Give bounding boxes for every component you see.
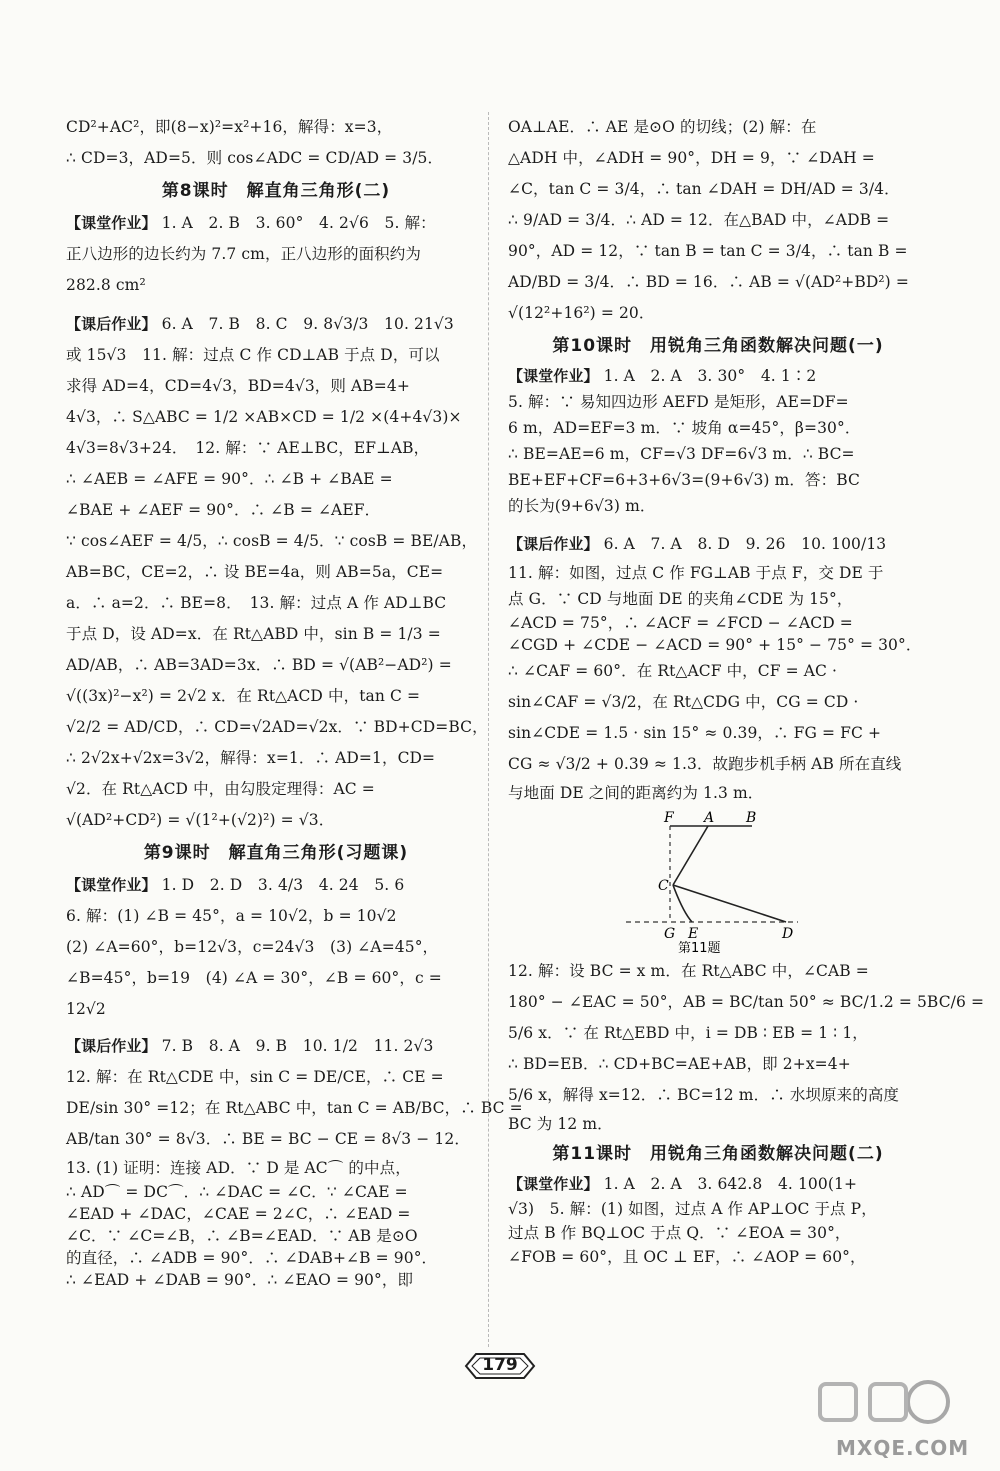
section-tag: 【课堂作业】 xyxy=(508,1175,599,1193)
lesson-heading-8: 第8课时 解直角三角形(二) xyxy=(161,181,391,201)
text-line: sin∠CAF = √3/2，在 Rt△CDG 中，CG = CD · xyxy=(508,693,859,711)
text-line xyxy=(66,208,486,239)
text-line xyxy=(66,309,486,340)
segment-ac xyxy=(673,826,708,885)
text-line: CD²+AC²，即(8−x)²=x²+16，解得：x=3， xyxy=(66,118,393,136)
label-a: A xyxy=(704,810,715,826)
text-line: √3) 5. 解：(1) 如图，过点 A 作 AP⊥OC 于点 P， xyxy=(508,1200,877,1218)
section-tag: 【课堂作业】 xyxy=(66,876,157,894)
text-line: 4√3=8√3+24． 12. 解：∵ AE⊥BC，EF⊥AB， xyxy=(66,439,430,457)
text-line: ∠BAE + ∠AEF = 90°．∴ ∠B = ∠AEF． xyxy=(66,501,381,519)
text-line: 13. (1) 证明：连接 AD．∵ D 是 AC⌒ 的中点， xyxy=(66,1159,411,1177)
answer-block-r2 xyxy=(508,363,928,519)
text-line xyxy=(508,1171,928,1197)
text-line: ∠FOB = 60°，且 OC ⊥ EF，∴ ∠AOP = 60°， xyxy=(508,1248,866,1266)
label-g: G xyxy=(664,926,676,942)
right-column xyxy=(508,112,985,1269)
text-run: 1. D 2. D 3. 4/3 4. 24 5. 6 xyxy=(156,876,405,894)
text-line: ∠C．∵ ∠C=∠B，∴ ∠B=∠EAD．∵ AB 是⊙O xyxy=(66,1227,418,1245)
answer-block-l4 xyxy=(66,870,486,1025)
text-line: ∴ BE=AE=6 m，CF=√3 DF=6√3 m．∴ BC= xyxy=(508,445,855,463)
section-tag: 【课后作业】 xyxy=(508,535,599,553)
text-line: √(12²+16²) = 20． xyxy=(508,304,655,322)
watermark-text: MXQE.COM xyxy=(836,1436,970,1460)
text-line: sin∠CDE = 1.5 · sin 15° ≈ 0.39，∴ FG = FC + xyxy=(508,724,882,742)
section-tag: 【课堂作业】 xyxy=(508,367,599,385)
text-line: △ADH 中，∠ADH = 90°，DH = 9，∵ ∠DAH = xyxy=(508,149,875,167)
answer-block-r1 xyxy=(508,112,928,329)
text-run: 1. A 2. A 3. 30° 4. 1∶2 xyxy=(598,367,817,385)
text-line: 求得 AD=4，CD=4√3，BD=4√3，则 AB=4+ xyxy=(66,377,410,395)
answer-block-l3 xyxy=(66,309,486,836)
label-e: E xyxy=(688,926,699,942)
answer-block-l5 xyxy=(66,1031,523,1291)
text-line: AD/BD = 3/4．∴ BD = 16．∴ AB = √(AD²+BD²) = xyxy=(508,273,909,291)
text-line: ∠EAD + ∠DAC，∠CAE = 2∠C，∴ ∠EAD = xyxy=(66,1205,411,1223)
text-line: ∴ ∠EAD + ∠DAB = 90°．∴ ∠EAO = 90°，即 xyxy=(66,1271,414,1289)
text-line: a．∴ a=2．∴ BE=8． 13. 解：过点 A 作 AD⊥BC xyxy=(66,594,447,612)
text-line: AB=BC，CE=2，∴ 设 BE=4a，则 AB=5a，CE= xyxy=(66,563,444,581)
text-line xyxy=(66,1031,486,1062)
lesson-heading-10: 第10课时 用锐角三角函数解决问题(一) xyxy=(552,336,884,356)
text-run: 7. B 8. A 9. B 10. 1/2 11. 2√3 xyxy=(156,1037,434,1055)
text-line: 点 G．∵ CD 与地面 DE 的夹角∠CDE 为 15°， xyxy=(508,590,853,608)
lesson-heading-11: 第11课时 用锐角三角函数解决问题(二) xyxy=(552,1144,884,1164)
answer-block-r5 xyxy=(508,1171,928,1269)
figure-11 xyxy=(508,810,928,956)
text-run: 6. A 7. B 8. C 9. 8√3/3 10. 21√3 xyxy=(156,315,454,333)
text-run: 6. A 7. A 8. D 9. 26 10. 100/13 xyxy=(598,535,887,553)
text-line: ∠B=45°，b=19 (4) ∠A = 30°，∠B = 60°，c = xyxy=(66,969,442,987)
text-line: 282.8 cm² xyxy=(66,276,146,294)
text-line: CG ≈ √3/2 + 0.39 ≈ 1.3．故跑步机手柄 AB 所在直线 xyxy=(508,755,902,773)
text-line: 正八边形的边长约为 7.7 cm，正八边形的面积约为 xyxy=(66,245,421,263)
text-line: 4√3，∴ S△ABC = 1/2 ×AB×CD = 1/2 ×(4+4√3)× xyxy=(66,408,462,426)
text-line: ∴ AD⌒ = DC⌒．∴ ∠DAC = ∠C．∵ ∠CAE = xyxy=(66,1183,408,1201)
text-line: 5. 解：∵ 易知四边形 AEFD 是矩形，AE=DF= xyxy=(508,393,849,411)
text-line: AD/AB，∴ AB=3AD=3x．∴ BD = √(AB²−AD²) = xyxy=(66,656,452,674)
text-line: ∴ 9/AD = 3/4．∴ AD = 12．在△BAD 中，∠ADB = xyxy=(508,211,890,229)
text-line: ∴ ∠CAF = 60°．在 Rt△ACF 中，CF = AC · xyxy=(508,662,838,680)
text-line: ∴ 2√2x+√2x=3√2，解得：x=1．∴ AD=1，CD= xyxy=(66,749,436,767)
text-line: 5/6 x，解得 x=12．∴ BC=12 m．∴ 水坝原来的高度 xyxy=(508,1086,900,1104)
figure-caption: 第11题 xyxy=(678,941,721,956)
text-line: 于点 D，设 AD=x．在 Rt△ABD 中，sin B = 1/3 = xyxy=(66,625,441,643)
text-line: AB/tan 30° = 8√3．∴ BE = BC − CE = 8√3 − 12． xyxy=(66,1130,470,1148)
text-line: 过点 B 作 BQ⊥OC 于点 Q．∵ ∠EOA = 30°， xyxy=(508,1224,851,1242)
text-line: √((3x)²−x²) = 2√2 x．在 Rt△ACD 中，tan C = xyxy=(66,687,421,705)
text-line: ∠CGD + ∠CDE − ∠ACD = 90° + 15° − 75° = 30°． xyxy=(508,636,922,654)
text-line: 12. 解：在 Rt△CDE 中，sin C = DE/CE，∴ CE = xyxy=(66,1068,444,1086)
text-line: BE+EF+CF=6+3+6√3=(9+6√3) m．答：BC xyxy=(508,471,860,489)
page-number: 179 xyxy=(482,1355,518,1375)
section-tag: 【课后作业】 xyxy=(66,315,157,333)
text-line: 12. 解：设 BC = x m．在 Rt△ABC 中，∠CAB = xyxy=(508,962,869,980)
text-line: √2/2 = AD/CD，∴ CD=√2AD=√2x．∵ BD+CD=BC， xyxy=(66,718,488,736)
text-line: 的直径，∴ ∠ADB = 90°．∴ ∠DAB+∠B = 90°． xyxy=(66,1249,438,1267)
text-line: 6 m，AD=EF=3 m．∵ 坡角 α=45°，β=30°． xyxy=(508,419,861,437)
label-f: F xyxy=(664,810,674,826)
answer-block-r3 xyxy=(508,529,928,806)
text-line: ∠C，tan C = 3/4，∴ tan ∠DAH = DH/AD = 3/4． xyxy=(508,180,900,198)
text-line: 11. 解：如图，过点 C 作 FG⊥AB 于点 F，交 DE 于 xyxy=(508,564,884,582)
text-line xyxy=(508,363,928,389)
text-line: 5/6 x．∵ 在 Rt△EBD 中，i = DB ∶ EB = 1 ∶ 1， xyxy=(508,1024,868,1042)
label-c: C xyxy=(658,878,669,894)
text-line: 180° − ∠EAC = 50°，AB = BC/tan 50° ≈ BC/1.2 = 5BC/6 = xyxy=(508,993,985,1011)
text-line: 与地面 DE 之间的距离约为 1.3 m． xyxy=(508,784,764,802)
answer-block-r4 xyxy=(508,956,985,1137)
section-tag: 【课堂作业】 xyxy=(66,214,157,232)
text-run: 1. A 2. B 3. 60° 4. 2√6 5. 解： xyxy=(156,214,436,232)
text-line: BC 为 12 m． xyxy=(508,1115,613,1133)
text-line: ∴ BD=EB．∴ CD+BC=AE+AB，即 2+x=4+ xyxy=(508,1055,851,1073)
text-line: 或 15√3 11. 解：过点 C 作 CD⊥AB 于点 D，可以 xyxy=(66,346,440,364)
text-line: 12√2 xyxy=(66,1000,106,1018)
text-line: 90°，AD = 12，∵ tan B = tan C = 3/4，∴ tan B = xyxy=(508,242,908,260)
text-line: (2) ∠A=60°，b=12√3，c=24√3 (3) ∠A=45°， xyxy=(66,938,439,956)
text-line: √2．在 Rt△ACD 中，由勾股定理得：AC = xyxy=(66,780,375,798)
text-line xyxy=(508,529,928,560)
text-run: 1. A 2. A 3. 642.8 4. 100(1+ xyxy=(598,1175,858,1193)
column-divider xyxy=(488,112,489,1347)
label-b: B xyxy=(746,810,757,826)
text-line: 的长为(9+6√3) m． xyxy=(508,497,656,515)
text-line: ∠ACD = 75°，∴ ∠ACF = ∠FCD − ∠ACD = xyxy=(508,614,853,632)
text-line xyxy=(66,870,486,901)
left-column xyxy=(66,112,523,1291)
section-tag: 【课后作业】 xyxy=(66,1037,157,1055)
answer-block-l2 xyxy=(66,208,486,301)
lesson-heading-9: 第9课时 解直角三角形(习题课) xyxy=(143,843,409,863)
text-line: DE/sin 30° =12；在 Rt△ABC 中，tan C = AB/BC，∴ BC = xyxy=(66,1099,523,1117)
text-line: ∵ cos∠AEF = 4/5，∴ cosB = 4/5．∵ cosB = BE/AB， xyxy=(66,532,478,550)
text-line: OA⊥AE．∴ AE 是⊙O 的切线；(2) 解：在 xyxy=(508,118,817,136)
text-line: √(AD²+CD²) = √(1²+(√2)²) = √3． xyxy=(66,811,335,829)
text-line: 6. 解：(1) ∠B = 45°，a = 10√2，b = 10√2 xyxy=(66,907,397,925)
answer-block-l1 xyxy=(66,112,486,174)
segment-cd xyxy=(673,885,786,922)
text-line: ∴ ∠AEB = ∠AFE = 90°．∴ ∠B + ∠BAE = xyxy=(66,470,393,488)
text-line: ∴ CD=3，AD=5．则 cos∠ADC = CD/AD = 3/5． xyxy=(66,149,444,167)
label-d: D xyxy=(782,926,794,942)
